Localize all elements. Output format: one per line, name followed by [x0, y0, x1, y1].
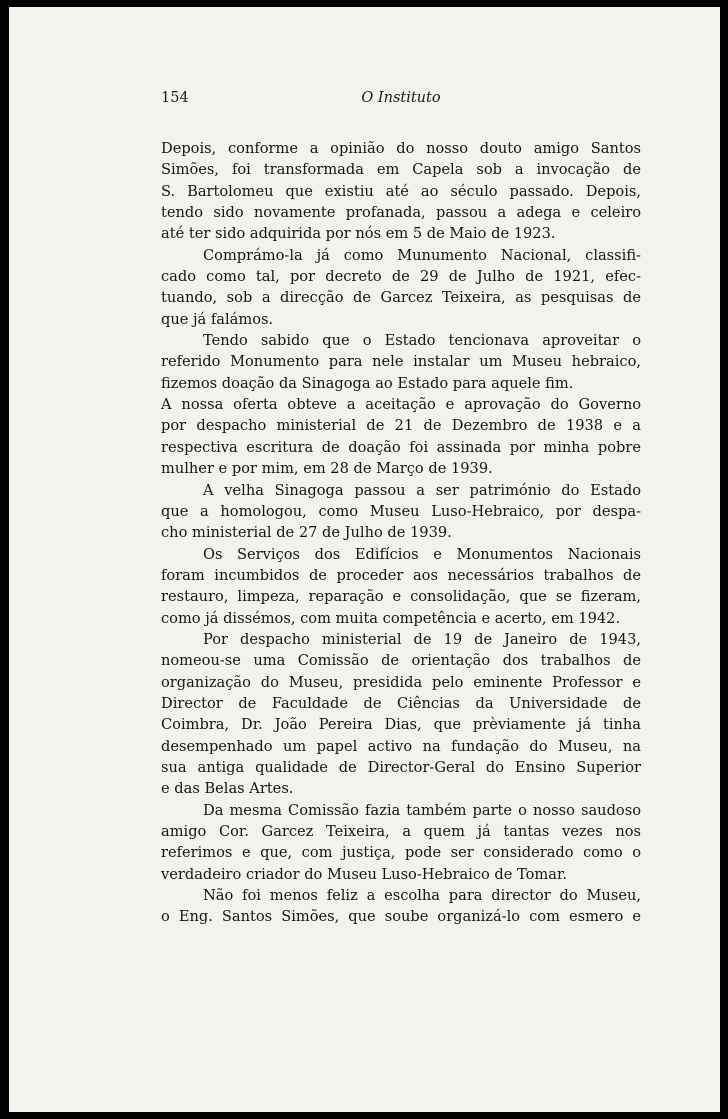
- text-line: que a homologou, como Museu Luso-Hebraico, por despa-: [161, 502, 641, 520]
- text-line: tendo sido novamente profanada, passou a adega e celeiro: [161, 204, 641, 222]
- text-line: A velha Sinagoga passou a ser património do Estado: [203, 481, 641, 499]
- page-header: [161, 90, 641, 112]
- text-line: Os Serviços dos Edifícios e Monumentos Nacionais: [203, 545, 641, 563]
- text-line: organização do Museu, presidida pelo eminente Professor e: [161, 673, 641, 691]
- text-line: Coimbra, Dr. João Pereira Dias, que prèviamente já tinha: [161, 716, 641, 734]
- text-line: fizemos doação da Sinagoga ao Estado para aquele fim.: [161, 374, 574, 392]
- text-line: Depois, conforme a opinião do nosso douto amigo Santos: [161, 140, 641, 157]
- text-line: foram incumbidos de proceder aos necessários trabalhos de: [161, 566, 641, 584]
- text-line: Director de Faculdade de Ciências da Universidade de: [161, 694, 641, 712]
- text-line: cho ministerial de 27 de Julho de 1939.: [161, 524, 452, 542]
- text-line: Comprámo-la já como Munumento Nacional, classifi-: [203, 246, 641, 264]
- text-line: restauro, limpeza, reparação e consolidação, que se fizeram,: [161, 588, 641, 606]
- text-line: tuando, sob a direcção de Garcez Teixeira, as pesquisas de: [161, 289, 641, 307]
- page-number: 154: [161, 90, 189, 106]
- text-line: por despacho ministerial de 21 de Dezembro de 1938 e a: [161, 417, 641, 435]
- text-line: Tendo sabido que o Estado tencionava aproveitar o: [203, 332, 641, 350]
- text-line: sua antiga qualidade de Director-Geral do Ensino Superior: [161, 758, 641, 776]
- text-line: mulher e por mim, em 28 de Março de 1939.: [161, 460, 493, 478]
- text-line: cado como tal, por decreto de 29 de Julho de 1921, efec-: [161, 268, 641, 286]
- running-title: O Instituto: [361, 90, 441, 106]
- text-line: e das Belas Artes.: [161, 780, 294, 798]
- text-line: amigo Cor. Garcez Teixeira, a quem já tantas vezes nos: [161, 823, 641, 840]
- text-line: respectiva escritura de doação foi assinada por minha pobre: [161, 438, 641, 456]
- text-line: nomeou-se uma Comissão de orientação dos trabalhos de: [161, 652, 641, 670]
- text-line: até ter sido adquirida por nós em 5 de Maio de 1923.: [161, 225, 556, 243]
- text-line: o Eng. Santos Simões, que soube organizá-lo com esmero e: [161, 908, 641, 926]
- text-line: como já dissémos, com muita competência e acerto, em 1942.: [161, 609, 621, 627]
- text-line: Da mesma Comissão fazia também parte o nosso saudoso: [203, 801, 641, 819]
- text-line: verdadeiro criador do Museu Luso-Hebraico de Tomar.: [161, 865, 567, 883]
- body-text: [161, 138, 641, 928]
- text-line: Por despacho ministerial de 19 de Janeiro de 1943,: [203, 630, 641, 648]
- text-line: referido Monumento para nele instalar um Museu hebraico,: [161, 353, 641, 371]
- text-line: A nossa oferta obteve a aceitação e aprovação do Governo: [161, 396, 641, 414]
- text-line: referimos e que, com justiça, pode ser considerado como o: [161, 844, 641, 862]
- text-line: Não foi menos feliz a escolha para director do Museu,: [203, 887, 641, 905]
- text-line: que já falámos.: [161, 310, 274, 328]
- text-line: S. Bartolomeu que existiu até ao século passado. Depois,: [161, 182, 641, 200]
- text-line: Simões, foi transformada em Capela sob a invocação de: [161, 161, 641, 179]
- text-line: desempenhado um papel activo na fundação do Museu, na: [161, 737, 641, 755]
